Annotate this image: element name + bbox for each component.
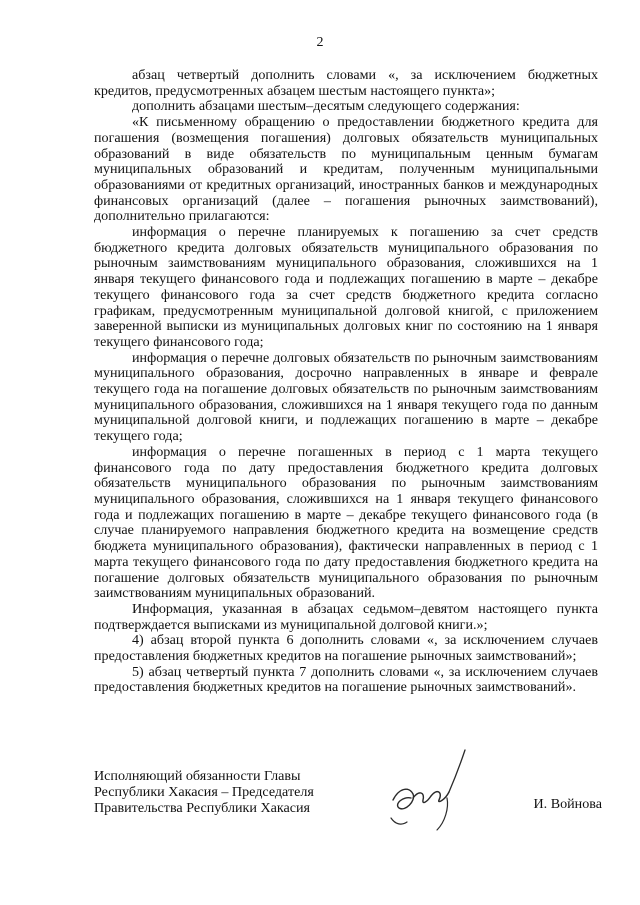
signatory-title-line-1: Исполняющий обязанности Главы	[94, 768, 301, 784]
signatory-title-line-3: Правительства Республики Хакасия	[94, 800, 311, 816]
signatory-title-line-2: Республики Хакасия – Председателя	[94, 784, 314, 800]
paragraph-8: 4) абзац второй пункта 6 дополнить словами «, за исключением случаев предоставления бюджетных кредитов на погашение рыночных заимствований»;	[94, 632, 598, 665]
paragraph-3: «К письменному обращению о предоставлении бюджетного кредита для погашения (возмещения погашения) долговых обязательств муниципальных образований в виде обязательств по муниципальным ценным бумагам муниципальных образований и кредитам, полученным муниципальными образованиями от кредитных организаций, иностранных банков и международных финансовых организаций (далее – погашения рыночных заимствований), дополнительно прилагаются:	[94, 114, 598, 225]
paragraph-7: Информация, указанная в абзацах седьмом–девятом настоящего пункта подтверждается выписками из муниципальной долговой книги.»;	[94, 600, 598, 633]
handwritten-signature	[379, 738, 489, 838]
page-number: 2	[316, 35, 324, 50]
paragraph-6: информация о перечне погашенных в период с 1 марта текущего финансового года по дату предоставления бюджетного кредита долговых обязательств муниципального образования по рыночным заимствованиям муниципального образования, сложившихся на 1 января текущего финансового года и подлежащих погашению в марте – декабре текущего финансового года (в случае планируемого направления бюджетного кредита на возмещение средств бюджета муниципального образования), фактически направленных в период с 1 марта текущего финансового года по дату предоставления бюджетного кредита на погашение долговых обязательств муниципального образования по рыночным заимствованиям муниципальных образований.	[94, 443, 598, 602]
paragraph-2: дополнить абзацами шестым–десятым следующего содержания:	[132, 98, 520, 115]
paragraph-1: абзац четвертый дополнить словами «, за исключением бюджетных кредитов, предусмотренных абзацем шестым настоящего пункта»;	[94, 67, 598, 99]
paragraph-5: информация о перечне долговых обязательств по рыночным заимствованиям муниципального образования, досрочно направленных в январе и феврале текущего года на погашение долговых обязательств по рыночным заимствованиям муниципального образования, сложившихся на 1 января текущего года по данным муниципальной долговой книги, и подлежащих погашению в марте – декабре текущего года;	[94, 349, 598, 445]
document-body	[94, 68, 598, 696]
paragraph-9: 5) абзац четвертый пункта 7 дополнить словами «, за исключением случаев предоставления бюджетных кредитов на погашение рыночных заимствований».	[94, 663, 598, 696]
signatory-title	[94, 768, 374, 816]
paragraph-4: информация о перечне планируемых к погашению за счет средств бюджетного кредита долговых обязательств муниципального образования по рыночным заимствованиям муниципального образования, сложившихся на 1 января текущего финансового года и подлежащих погашению в марте – декабре текущего финансового года за счет средств бюджетного кредита согласно графикам, предусмотренным муниципальной долговой книгой, с приложением заверенной выписки из муниципальных долговых книг по состоянию на 1 января текущего финансового года;	[94, 224, 598, 350]
signature-block	[94, 768, 604, 848]
signatory-name: И. Войнова	[533, 796, 602, 812]
